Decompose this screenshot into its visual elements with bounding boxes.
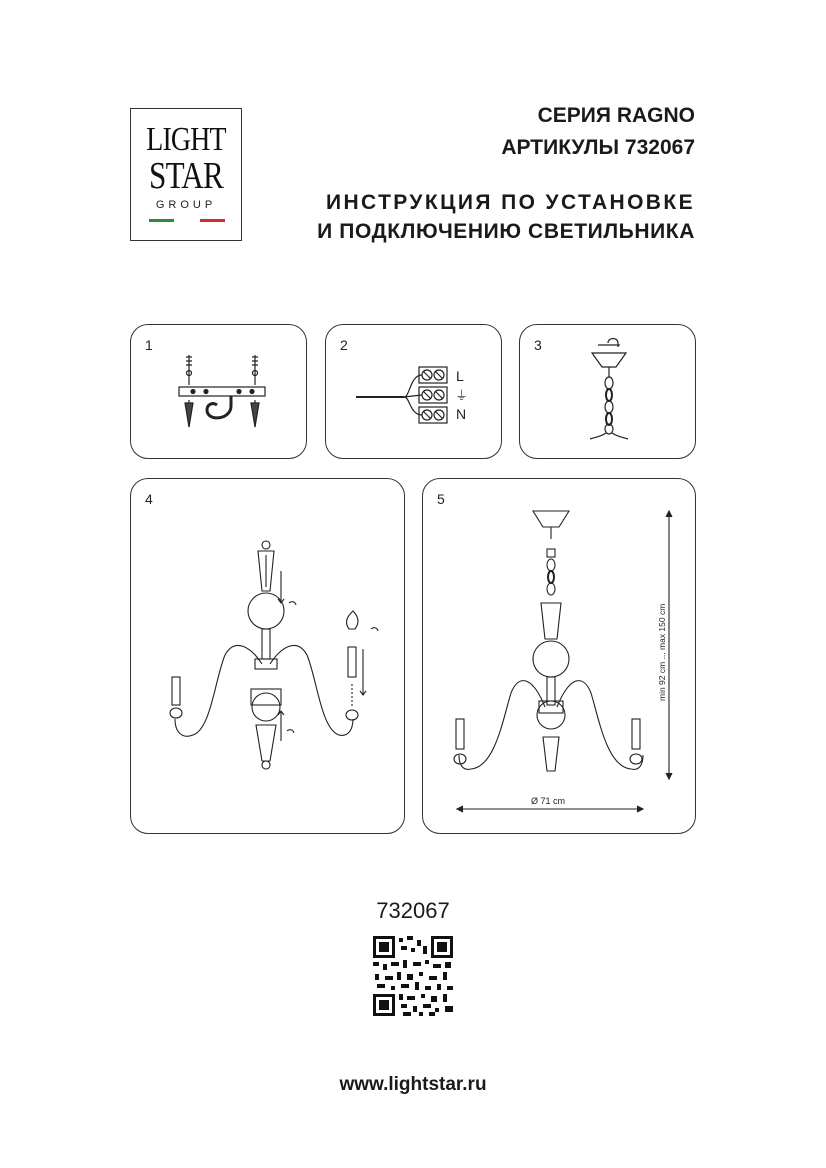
canopy-chain-illustration bbox=[520, 325, 697, 460]
logo-line-group: GROUP bbox=[155, 199, 217, 211]
assembly-exploded-illustration bbox=[131, 479, 406, 835]
step-3-panel bbox=[519, 324, 696, 459]
height-dimension-label: min 92 cm ... max 150 cm bbox=[657, 603, 667, 701]
step-number: 1 bbox=[145, 337, 153, 353]
diameter-dimension-label: Ø 71 cm bbox=[531, 796, 566, 806]
flag-green bbox=[149, 219, 174, 222]
step-2-panel bbox=[325, 324, 502, 459]
brand-logo bbox=[130, 108, 242, 241]
step-number: 3 bbox=[534, 337, 542, 353]
qr-code[interactable] bbox=[373, 936, 453, 1016]
instruction-title-line2: И ПОДКЛЮЧЕНИЮ СВЕТИЛЬНИКА bbox=[317, 220, 695, 243]
terminal-block-illustration bbox=[326, 325, 503, 460]
logo-line-light: LIGHT bbox=[146, 121, 226, 158]
step-5-panel bbox=[422, 478, 696, 834]
step-number: 2 bbox=[340, 337, 348, 353]
article-code: 732067 bbox=[376, 898, 450, 923]
mounting-bracket-illustration bbox=[131, 325, 308, 460]
flag-red bbox=[200, 219, 225, 222]
website-link[interactable]: www.lightstar.ru bbox=[339, 1074, 487, 1095]
step-4-panel bbox=[130, 478, 405, 834]
step-number: 5 bbox=[437, 491, 445, 507]
assembled-chandelier-illustration bbox=[423, 479, 697, 835]
articles-title: АРТИКУЛЫ 732067 bbox=[501, 136, 695, 159]
terminal-label-neutral: N bbox=[456, 406, 467, 422]
step-1-panel bbox=[130, 324, 307, 459]
step-number: 4 bbox=[145, 491, 153, 507]
series-title: СЕРИЯ RAGNO bbox=[537, 104, 695, 127]
terminal-label-ground: ⏚ bbox=[455, 389, 469, 404]
flag-white bbox=[174, 219, 199, 222]
instruction-title-line1: ИНСТРУКЦИЯ ПО УСТАНОВКЕ bbox=[325, 191, 695, 214]
logo-line-star: STAR bbox=[149, 155, 223, 197]
terminal-label-live: L bbox=[456, 368, 464, 384]
italian-flag-stripe bbox=[149, 219, 225, 222]
